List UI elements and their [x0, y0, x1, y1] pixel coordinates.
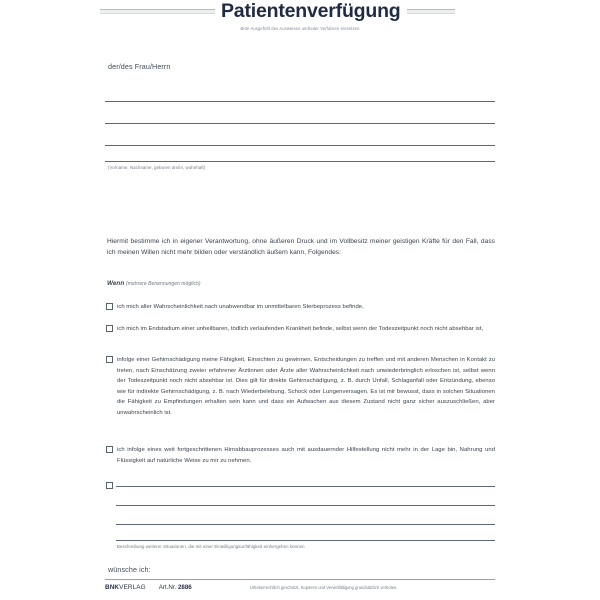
condition-text-endstadium: ich mich im Endstadium einer unheilbaren, tödlich verlaufenden Krankheit befinde, selbst wenn der Todeszeitpunkt noch nicht absehbar ist, [117, 326, 484, 332]
person-line-1[interactable] [105, 101, 495, 102]
publisher-name-bold: BNK [105, 584, 120, 591]
checkbox-hirnabbauprozess[interactable] [106, 446, 113, 453]
article-number-label: Art.Nr. [158, 584, 177, 591]
intro-paragraph: Hiermit bestimme ich in eigener Verantwortung, ohne äußeren Druck und im Vollbesitz meiner geistigen Kräfte für den Fall, dass ich meinen Willen nicht mehr bilden oder verständlich äußern kann, Folgendes: [107, 238, 495, 257]
condition-item-endstadium[interactable] [106, 324, 495, 335]
checkbox-gehirnschaedigung[interactable] [106, 356, 113, 363]
conditions-heading-word: Wenn [107, 280, 125, 287]
person-line-4[interactable] [105, 161, 495, 162]
article-number [159, 584, 192, 591]
article-number-value: 2886 [177, 584, 192, 591]
conditions-heading [107, 280, 201, 287]
condition-text-sterbeprozess: ich mich aller Wahrscheinlichkeit nach unabwendbar im unmittelbaren Sterbeprozess befinde, [117, 304, 364, 310]
person-caption: (Vorname, Nachname, geboren am/in, wohnhaft) [108, 165, 206, 170]
checkbox-sterbeprozess[interactable] [106, 303, 113, 310]
person-line-2[interactable] [105, 123, 495, 124]
condition-text-gehirnschaedigung: infolge einer Gehirnschädigung meine Fähigkeit, Einsichten zu gewinnen, Entscheidungen zu treffen und mit anderen Menschen in Kontakt zu treten, nach Einschätzung zweier erfahrener Ärztinnen oder Ärzte aller Wahrscheinlichkeit nach unwiederbringlich erloschen ist, selbst wenn der Todeszeitpunkt noch nicht absehbar ist. Dies gilt für direkte Gehirnschädigung, z. B. durch Unfall, Schlaganfall oder Entzündung, ebenso wie für indirekte Gehirnschädigung, z. B. nach Wiederbelebung, Schock oder Lungenversagen. Es ist mir bewusst, dass in solchen Situationen die Fähigkeit zu Empfindungen erhalten sein kann und dass ein Aufwachen aus diesem Zustand nicht ganz sicher auszuschließen, aber unwahrscheinlich ist. [117, 357, 495, 416]
checkbox-endstadium[interactable] [106, 325, 113, 332]
free-text-caption: Beschreibung weiterer Situationen, die mit einer Einwilligungsunfähigkeit einhergehen können [117, 544, 305, 549]
document-subtitle: Bitte Ausgefüllt des Ausweises und/oder Verfahren einsetzen [240, 25, 360, 31]
free-text-line-1[interactable] [116, 486, 495, 487]
person-label: der/des Frau/Herrn [108, 62, 171, 71]
free-text-line-2[interactable] [116, 505, 495, 506]
footer [105, 584, 495, 591]
person-line-3[interactable] [105, 145, 495, 146]
condition-text-hirnabbauprozess: ich infolge eines weit fortgeschrittenen Hirnabbauprozesses auch mit ausdauernder Hilfestellung nicht mehr in der Lage bin, Nahrung und Flüssigkeit auf natürliche Weise zu mir zu nehmen. [117, 447, 495, 464]
conditions-heading-note: (mehrere Benennungen möglich) [126, 281, 201, 287]
footer-divider [105, 579, 495, 580]
wish-label: wünsche ich: [108, 565, 151, 574]
copyright-note: Urheberrechtlich geschützt. Kopieren und Vervielfältigung grundsätzlich verboten. [249, 585, 398, 590]
publisher-logo [105, 584, 146, 591]
condition-item-gehirnschaedigung[interactable] [106, 355, 495, 418]
checkbox-custom-situation[interactable] [106, 482, 113, 489]
publisher-name-rest: VERLAG [119, 584, 146, 591]
document-header [100, 2, 500, 32]
page-title: Patientenverfügung [221, 0, 401, 22]
title-rule-right [407, 9, 455, 14]
condition-item-hirnabbauprozess[interactable] [106, 445, 495, 466]
title-rule-left [100, 9, 215, 14]
free-text-line-3[interactable] [116, 524, 495, 525]
condition-item-custom[interactable] [106, 481, 113, 489]
condition-item-sterbeprozess[interactable] [106, 302, 495, 313]
free-text-line-4[interactable] [116, 540, 495, 541]
title-row [100, 2, 500, 22]
